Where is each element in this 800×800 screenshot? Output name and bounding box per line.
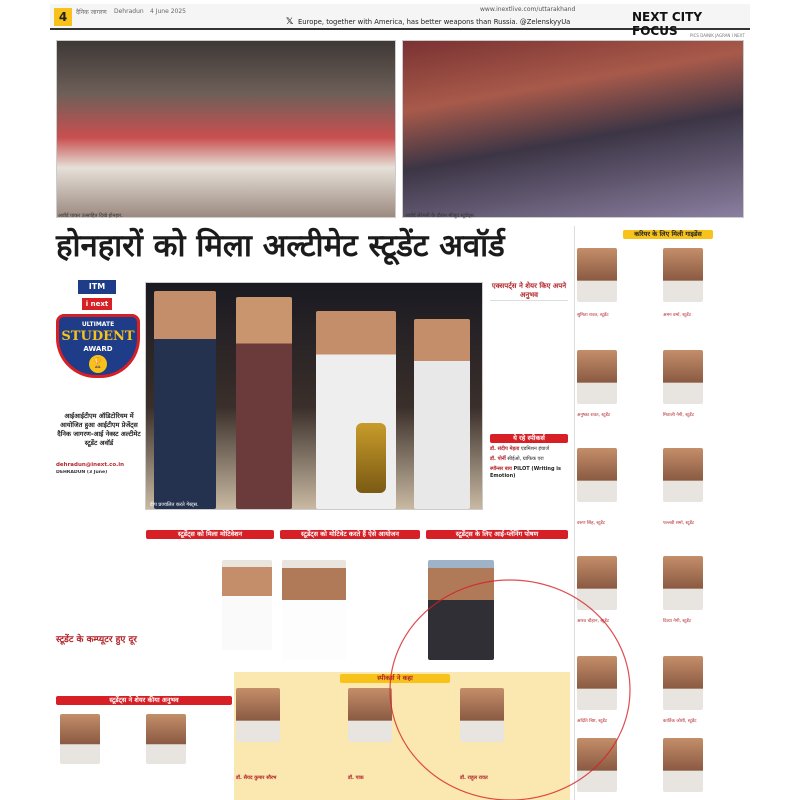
badge-line1: ULTIMATE [81,321,115,328]
student-photo-r2 [663,248,703,302]
bottom-left-body-2 [188,710,232,790]
right-body-2 [705,248,745,308]
student-photo-r10 [663,656,703,710]
date-label: 4 June 2025 [150,8,186,15]
x-icon: 𝕏 [286,17,294,27]
lamp-lighting-photo [145,282,483,510]
guest-2 [236,297,292,509]
right-body-12 [705,738,745,798]
speaker-list [490,446,570,480]
right-body-3 [619,350,659,410]
website-link[interactable]: www.inextlive.com/uttarakhand [480,6,576,13]
speaker-photo-2 [282,560,346,660]
planning-heading: स्टूडेंट्स के लिए आई-प्लेनिंग पोषण [426,530,568,539]
right-body-4 [705,350,745,410]
experience-body [490,304,568,426]
guest-1 [154,291,216,509]
bottom-left-body-1 [102,710,142,790]
quote-name-3: डॉ. राहुल रावत [460,775,488,781]
right-name-5: वरुण सिंह, स्टूडेंट [577,521,606,526]
speaker-item: डॉ. संदीप मेहता एडमिशन इंचार्ज [490,446,550,452]
right-name-3: अनुष्का रावत, स्टूडेंट [577,413,611,418]
headline: होनहारों को मिला अल्टीमेट स्टूडेंट अवॉर्ड [56,228,505,264]
student-photo-bl-2 [146,714,186,764]
right-panel-heading: करियर के लिए मिली गाइडेंस [623,230,713,239]
student-photo-r5 [577,448,617,502]
badge-line3: AWARD [83,345,113,353]
students-group-photo [56,40,396,218]
student-photo-r12 [663,738,703,792]
right-name-2: अमन वर्मा, स्टूडेंट [663,313,691,318]
student-photo-r3 [577,350,617,404]
speaker-item: स्पॉन्सर बाय PILOT (Writing is Emotion) [490,466,561,479]
quote-name-2: डॉ. पाक [348,775,364,781]
award-badge [56,314,140,378]
paper-name: दैनिक जागरण [76,9,107,16]
annotation-circle [380,540,640,800]
section-label: NEXT CITY FOCUS [632,10,703,38]
right-name-7: आरव चौहान, स्टूडेंट [577,619,610,624]
right-body-5 [619,448,659,508]
right-photo-caption: अवॉर्ड सेरेमनी के दौरान मौजूद स्टूडेंट्स. [405,213,476,219]
inext-logo: i next [82,298,112,310]
quote-photo-1 [236,688,280,742]
right-name-4: मिताली नेगी, स्टूडेंट [663,413,694,418]
right-name-1: सुमिता रावत, स्टूडेंट [577,313,609,318]
right-name-8: दिव्या नेगी, स्टूडेंट [663,619,692,624]
right-name-10: कार्तिक जोशी, स्टूडेंट [663,719,697,724]
center-photo-caption: दीप प्रज्वलित करते गेस्ट्स. [150,502,199,508]
guests-heading: ये रहे स्पीकर्स [490,434,568,443]
quote-body-1 [282,688,344,768]
speaker-item: डॉ. पोर्नी सीईओ, ग्राफिक एरा [490,456,544,462]
experience-heading: एक्सपर्ट्स ने शेयर किए अपने अनुभव [491,282,567,299]
student-photo-r1 [577,248,617,302]
badge-line2: STUDENT [61,329,135,344]
achievement-body [146,542,216,662]
dateline: DEHRADUN (3 June) [56,470,108,475]
bottom-left-heading: स्टूडेंट्स ने शेयर कीया अनुभव [56,696,232,705]
quote-name-1: डॉ. सैयद कुमार सौरभ [236,775,277,781]
page-number: 4 [54,8,72,26]
right-body-10 [705,656,745,716]
byline: dehradun@inext.co.in [56,462,125,468]
student-photo-r6 [663,448,703,502]
story-column [56,470,142,630]
photo-credit: PICS DAINIK JAGRAN I NEXT [690,33,745,38]
speaker-photo-1 [222,560,272,650]
career-guide-heading: स्टूडेंट्स को मोटिवेट करते हैं ऐसे आयोजन [280,530,420,539]
right-body-8 [705,556,745,616]
guest-4 [414,319,470,509]
lamp [356,423,386,493]
column-heading: स्टूडेंट के कम्प्यूटर हुए दूर [56,635,137,645]
student-photo-r8 [663,556,703,610]
right-name-6: पल्लवी शर्मा, स्टूडेंट [663,521,695,526]
student-photo-r4 [663,350,703,404]
right-body-6 [705,448,745,508]
auditorium-photo [402,40,744,218]
right-body-1 [619,248,659,308]
quotes-heading: स्पीकर्स ने कहा [340,674,450,683]
achievement-heading: स्टूडेंट्स को मिला मोटिवेशन [146,530,274,539]
tweet-text: Europe, together with America, has better weapons than Russia. @ZelenskyyUa [298,18,571,26]
sub-headline: आईआईटीएम ऑडिटोरियम में आयोजित हुआ आईटीएम प्रेजेंट्स दैनिक जागरण-आई नेक्स्ट अल्टीमेट स्टूडेंट अवॉर्ड [57,412,141,447]
award-logo [56,280,140,410]
student-photo-bl-1 [60,714,100,764]
city-label: Dehradun [114,8,144,15]
itm-logo: ITM [78,280,116,294]
right-name-9: अदिति बिष्ट, स्टूडेंट [577,719,608,724]
left-photo-caption: अवॉर्ड पाकर उत्साहित दिखे होनहार. [58,213,123,219]
trophy-icon: 🏆 [89,355,107,373]
